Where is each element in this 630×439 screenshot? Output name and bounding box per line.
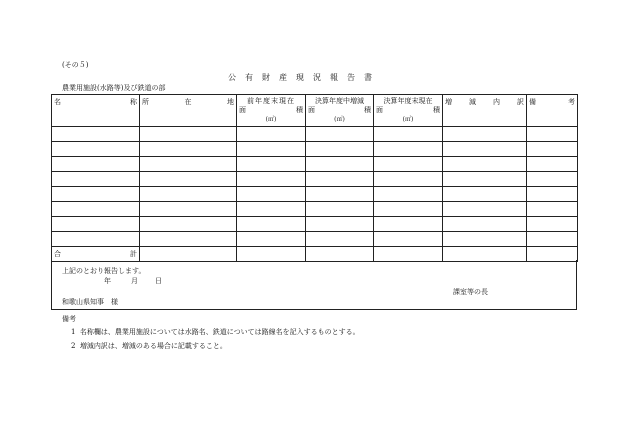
date-year: 年 [104, 277, 111, 285]
col-location: 所 在 地 [140, 95, 237, 127]
table-cell [140, 187, 237, 202]
table-cell [52, 172, 140, 187]
table-cell [527, 142, 578, 157]
table-cell [52, 232, 140, 247]
table-cell [237, 127, 306, 142]
table-cell [237, 217, 306, 232]
table-cell [374, 187, 443, 202]
notes-heading: 備考 [62, 315, 76, 323]
table-cell [306, 127, 374, 142]
table-cell [374, 127, 443, 142]
report-statement: 上記のとおり報告します。 [62, 267, 146, 275]
note-2: 2 増減内訳は、増減のある場合に記載すること。 [71, 342, 227, 350]
table-cell [237, 157, 306, 172]
table-cell [443, 172, 527, 187]
table-cell [443, 142, 527, 157]
table-row [52, 187, 578, 202]
table-cell [306, 202, 374, 217]
table-row [52, 217, 578, 232]
table-row [52, 142, 578, 157]
table-cell [140, 232, 237, 247]
table-cell [140, 217, 237, 232]
date-day: 日 [155, 277, 162, 285]
table-cell [374, 157, 443, 172]
table-cell [306, 172, 374, 187]
note-1: 1 名称欄は、農業用施設については水路名、鉄道については路線名を記入するものとする。 [71, 328, 360, 336]
table-cell [443, 217, 527, 232]
col-change-area: 決算年度中増減 面 積 (㎡) [306, 95, 374, 127]
table-cell [52, 142, 140, 157]
table-cell [140, 172, 237, 187]
header-row [52, 95, 578, 127]
table-row [52, 232, 578, 247]
table-cell [237, 232, 306, 247]
section-title: 農業用施設(水路等)及び鉄道の部 [62, 84, 166, 92]
table-cell [52, 187, 140, 202]
table-cell [306, 217, 374, 232]
table-cell [374, 217, 443, 232]
table-cell [237, 187, 306, 202]
table-cell [140, 142, 237, 157]
table-row [52, 157, 578, 172]
table-cell [527, 172, 578, 187]
table-cell [140, 127, 237, 142]
table-cell [52, 127, 140, 142]
table-cell [306, 187, 374, 202]
table-cell [52, 217, 140, 232]
col-name: 名 称 [52, 95, 140, 127]
col-remarks: 備 考 [527, 95, 578, 127]
col-prev-area: 前年度末現在 面 積 (㎡) [237, 95, 306, 127]
table-cell [237, 142, 306, 157]
table-cell [374, 232, 443, 247]
table-cell [443, 202, 527, 217]
table-row [52, 202, 578, 217]
total-label: 合 計 [52, 247, 140, 262]
table-cell [443, 157, 527, 172]
table-cell [527, 187, 578, 202]
date-month: 月 [131, 277, 138, 285]
table-cell [52, 202, 140, 217]
table-cell [306, 232, 374, 247]
addressee: 和歌山県知事 様 [62, 298, 118, 306]
table-cell [443, 187, 527, 202]
table-cell [527, 202, 578, 217]
table-cell [237, 172, 306, 187]
table-cell [374, 172, 443, 187]
report-footer [51, 260, 577, 310]
col-current-area: 決算年度末現在 面 積 (㎡) [374, 95, 443, 127]
table-cell [374, 202, 443, 217]
table-row [52, 172, 578, 187]
table-cell [443, 232, 527, 247]
table-cell [527, 217, 578, 232]
section-head: 課室等の長 [453, 288, 488, 296]
asset-table [51, 94, 578, 262]
table-cell [140, 202, 237, 217]
table-cell [527, 232, 578, 247]
table-cell [140, 157, 237, 172]
form-number: (その５) [62, 61, 89, 69]
table-cell [443, 127, 527, 142]
table-cell [527, 127, 578, 142]
table-cell [306, 157, 374, 172]
document-title: 公有財産現況報告書 [228, 73, 381, 82]
table-cell [237, 202, 306, 217]
table-row [52, 127, 578, 142]
table-cell [374, 142, 443, 157]
table-cell [52, 157, 140, 172]
table-cell [527, 157, 578, 172]
col-breakdown: 増 減 内 訳 [443, 95, 527, 127]
table-cell [306, 142, 374, 157]
